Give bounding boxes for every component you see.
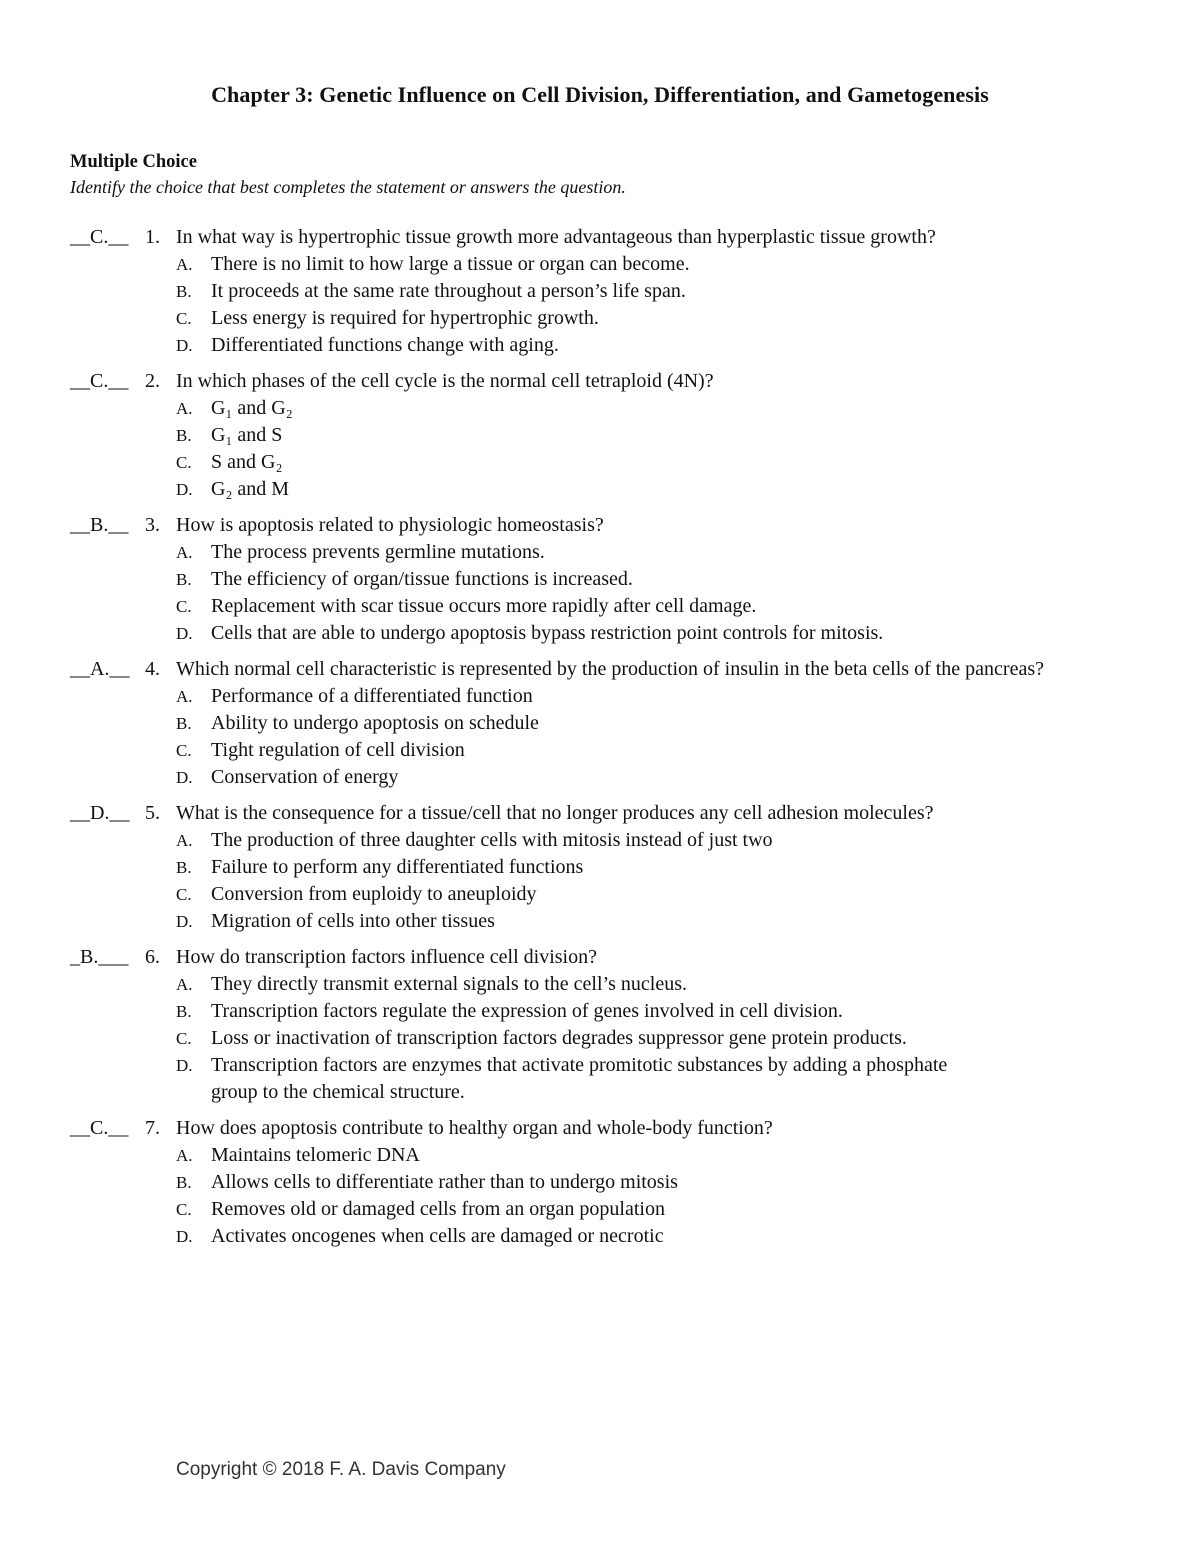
option-text: It proceeds at the same rate throughout a person’s life span. [211, 280, 686, 302]
question-text: In which phases of the cell cycle is the normal cell tetraploid (4N)? [176, 370, 714, 392]
option-text: Migration of cells into other tissues [211, 910, 495, 932]
answer-option [70, 566, 1130, 593]
option-letter: C. [176, 1200, 192, 1219]
answer-option [70, 593, 1130, 620]
question-item [70, 800, 1130, 935]
answer-option [70, 881, 1130, 908]
question-item [70, 512, 1130, 647]
option-text: Transcription factors regulate the expression of genes involved in cell division. [211, 1000, 843, 1022]
answer-key: __C.__ [70, 370, 129, 392]
question-row [70, 944, 1130, 971]
answer-option [70, 305, 1130, 332]
question-text: In what way is hypertrophic tissue growth more advantageous than hyperplastic tissue growth? [176, 226, 936, 248]
option-letter: C. [176, 597, 192, 616]
answer-option [70, 764, 1130, 791]
question-number: 6. [145, 946, 160, 968]
option-letter: B. [176, 714, 192, 733]
option-letter: C. [176, 885, 192, 904]
question-list [70, 224, 1130, 1259]
option-letter: D. [176, 336, 193, 355]
question-item [70, 1115, 1130, 1250]
option-letter: B. [176, 858, 192, 877]
option-letter: C. [176, 453, 192, 472]
option-letter: C. [176, 309, 192, 328]
option-letter: D. [176, 768, 193, 787]
section-header [70, 150, 626, 200]
option-letter: A. [176, 399, 193, 418]
answer-key: __B.__ [70, 514, 129, 536]
option-letter: D. [176, 1227, 193, 1246]
question-number: 7. [145, 1117, 160, 1139]
section-instructions: Identify the choice that best completes the statement or answers the question. [70, 177, 626, 197]
question-item [70, 944, 1130, 1106]
option-text: Transcription factors are enzymes that activate promitotic substances by adding a phosphate group to the chemical structure. [211, 1054, 948, 1103]
answer-option [70, 1169, 1130, 1196]
question-text: Which normal cell characteristic is represented by the production of insulin in the beta cells of the pancreas? [176, 658, 1044, 680]
question-number: 4. [145, 658, 160, 680]
answer-option [70, 1196, 1130, 1223]
option-text: They directly transmit external signals to the cell’s nucleus. [211, 973, 687, 995]
option-letter: B. [176, 570, 192, 589]
option-text: Replacement with scar tissue occurs more rapidly after cell damage. [211, 595, 757, 617]
option-text: The process prevents germline mutations. [211, 541, 545, 563]
answer-option [70, 827, 1130, 854]
option-letter: D. [176, 1056, 193, 1075]
option-letter: C. [176, 1029, 192, 1048]
option-letter: D. [176, 480, 193, 499]
option-text: S and G₂ [211, 451, 283, 473]
option-text: There is no limit to how large a tissue or organ can become. [211, 253, 690, 275]
answer-key: __C.__ [70, 1117, 129, 1139]
option-letter: B. [176, 426, 192, 445]
answer-option [70, 710, 1130, 737]
question-item [70, 368, 1130, 503]
option-text: Removes old or damaged cells from an organ population [211, 1198, 665, 1220]
option-text: Failure to perform any differentiated functions [211, 856, 584, 878]
option-letter: B. [176, 1173, 192, 1192]
answer-key: __C.__ [70, 226, 129, 248]
answer-option [70, 620, 1130, 647]
question-row [70, 224, 1130, 251]
option-letter: D. [176, 624, 193, 643]
question-text: How do transcription factors influence cell division? [176, 946, 597, 968]
answer-option [70, 737, 1130, 764]
answer-key: __A.__ [70, 658, 130, 680]
answer-option [70, 1142, 1130, 1169]
option-text: Less energy is required for hypertrophic growth. [211, 307, 599, 329]
option-letter: A. [176, 1146, 193, 1165]
option-letter: A. [176, 975, 193, 994]
answer-key: _B.___ [70, 946, 129, 968]
option-text: Allows cells to differentiate rather than to undergo mitosis [211, 1171, 678, 1193]
option-text: The efficiency of organ/tissue functions is increased. [211, 568, 633, 590]
option-letter: B. [176, 1002, 192, 1021]
option-text: Differentiated functions change with aging. [211, 334, 559, 356]
answer-option [70, 998, 1130, 1025]
question-item [70, 224, 1130, 359]
answer-option [70, 449, 1130, 476]
question-item [70, 656, 1130, 791]
option-text: G₁ and S [211, 424, 283, 446]
option-letter: A. [176, 831, 193, 850]
option-text: Tight regulation of cell division [211, 739, 465, 761]
answer-option [70, 422, 1130, 449]
answer-option [70, 1052, 1130, 1106]
answer-option [70, 683, 1130, 710]
answer-option [70, 854, 1130, 881]
option-letter: A. [176, 255, 193, 274]
option-text: Performance of a differentiated function [211, 685, 533, 707]
option-text: Conversion from euploidy to aneuploidy [211, 883, 537, 905]
question-text: How is apoptosis related to physiologic homeostasis? [176, 514, 604, 536]
option-text: Maintains telomeric DNA [211, 1144, 420, 1166]
option-text: G₁ and G₂ [211, 397, 293, 419]
answer-option [70, 476, 1130, 503]
option-text: Cells that are able to undergo apoptosis bypass restriction point controls for mitosis. [211, 622, 884, 644]
section-heading: Multiple Choice [70, 152, 197, 172]
option-text: Ability to undergo apoptosis on schedule [211, 712, 539, 734]
answer-key: __D.__ [70, 802, 130, 824]
option-text: Conservation of energy [211, 766, 399, 788]
question-row [70, 512, 1130, 539]
page-title: Chapter 3: Genetic Influence on Cell Division, Differentiation, and Gametogenesis [211, 82, 989, 107]
answer-option [70, 908, 1130, 935]
question-row [70, 800, 1130, 827]
question-number: 1. [145, 226, 160, 248]
option-letter: B. [176, 282, 192, 301]
answer-option [70, 1223, 1130, 1250]
answer-option [70, 539, 1130, 566]
question-row [70, 368, 1130, 395]
question-row [70, 656, 1130, 683]
option-letter: A. [176, 543, 193, 562]
question-row [70, 1115, 1130, 1142]
answer-option [70, 971, 1130, 998]
question-number: 2. [145, 370, 160, 392]
answer-option [70, 278, 1130, 305]
option-letter: A. [176, 687, 193, 706]
option-text: The production of three daughter cells with mitosis instead of just two [211, 829, 773, 851]
option-letter: C. [176, 741, 192, 760]
question-number: 5. [145, 802, 160, 824]
question-text: What is the consequence for a tissue/cell that no longer produces any cell adhesion molecules? [176, 802, 934, 824]
answer-option [70, 1025, 1130, 1052]
answer-option [70, 332, 1130, 359]
answer-option [70, 395, 1130, 422]
question-number: 3. [145, 514, 160, 536]
question-text: How does apoptosis contribute to healthy organ and whole-body function? [176, 1117, 773, 1139]
option-text: G₂ and M [211, 478, 290, 500]
option-text: Loss or inactivation of transcription factors degrades suppressor gene protein products. [211, 1027, 907, 1049]
option-text: Activates oncogenes when cells are damaged or necrotic [211, 1225, 664, 1247]
copyright-footer: Copyright © 2018 F. A. Davis Company [176, 1459, 506, 1480]
option-letter: D. [176, 912, 193, 931]
answer-option [70, 251, 1130, 278]
